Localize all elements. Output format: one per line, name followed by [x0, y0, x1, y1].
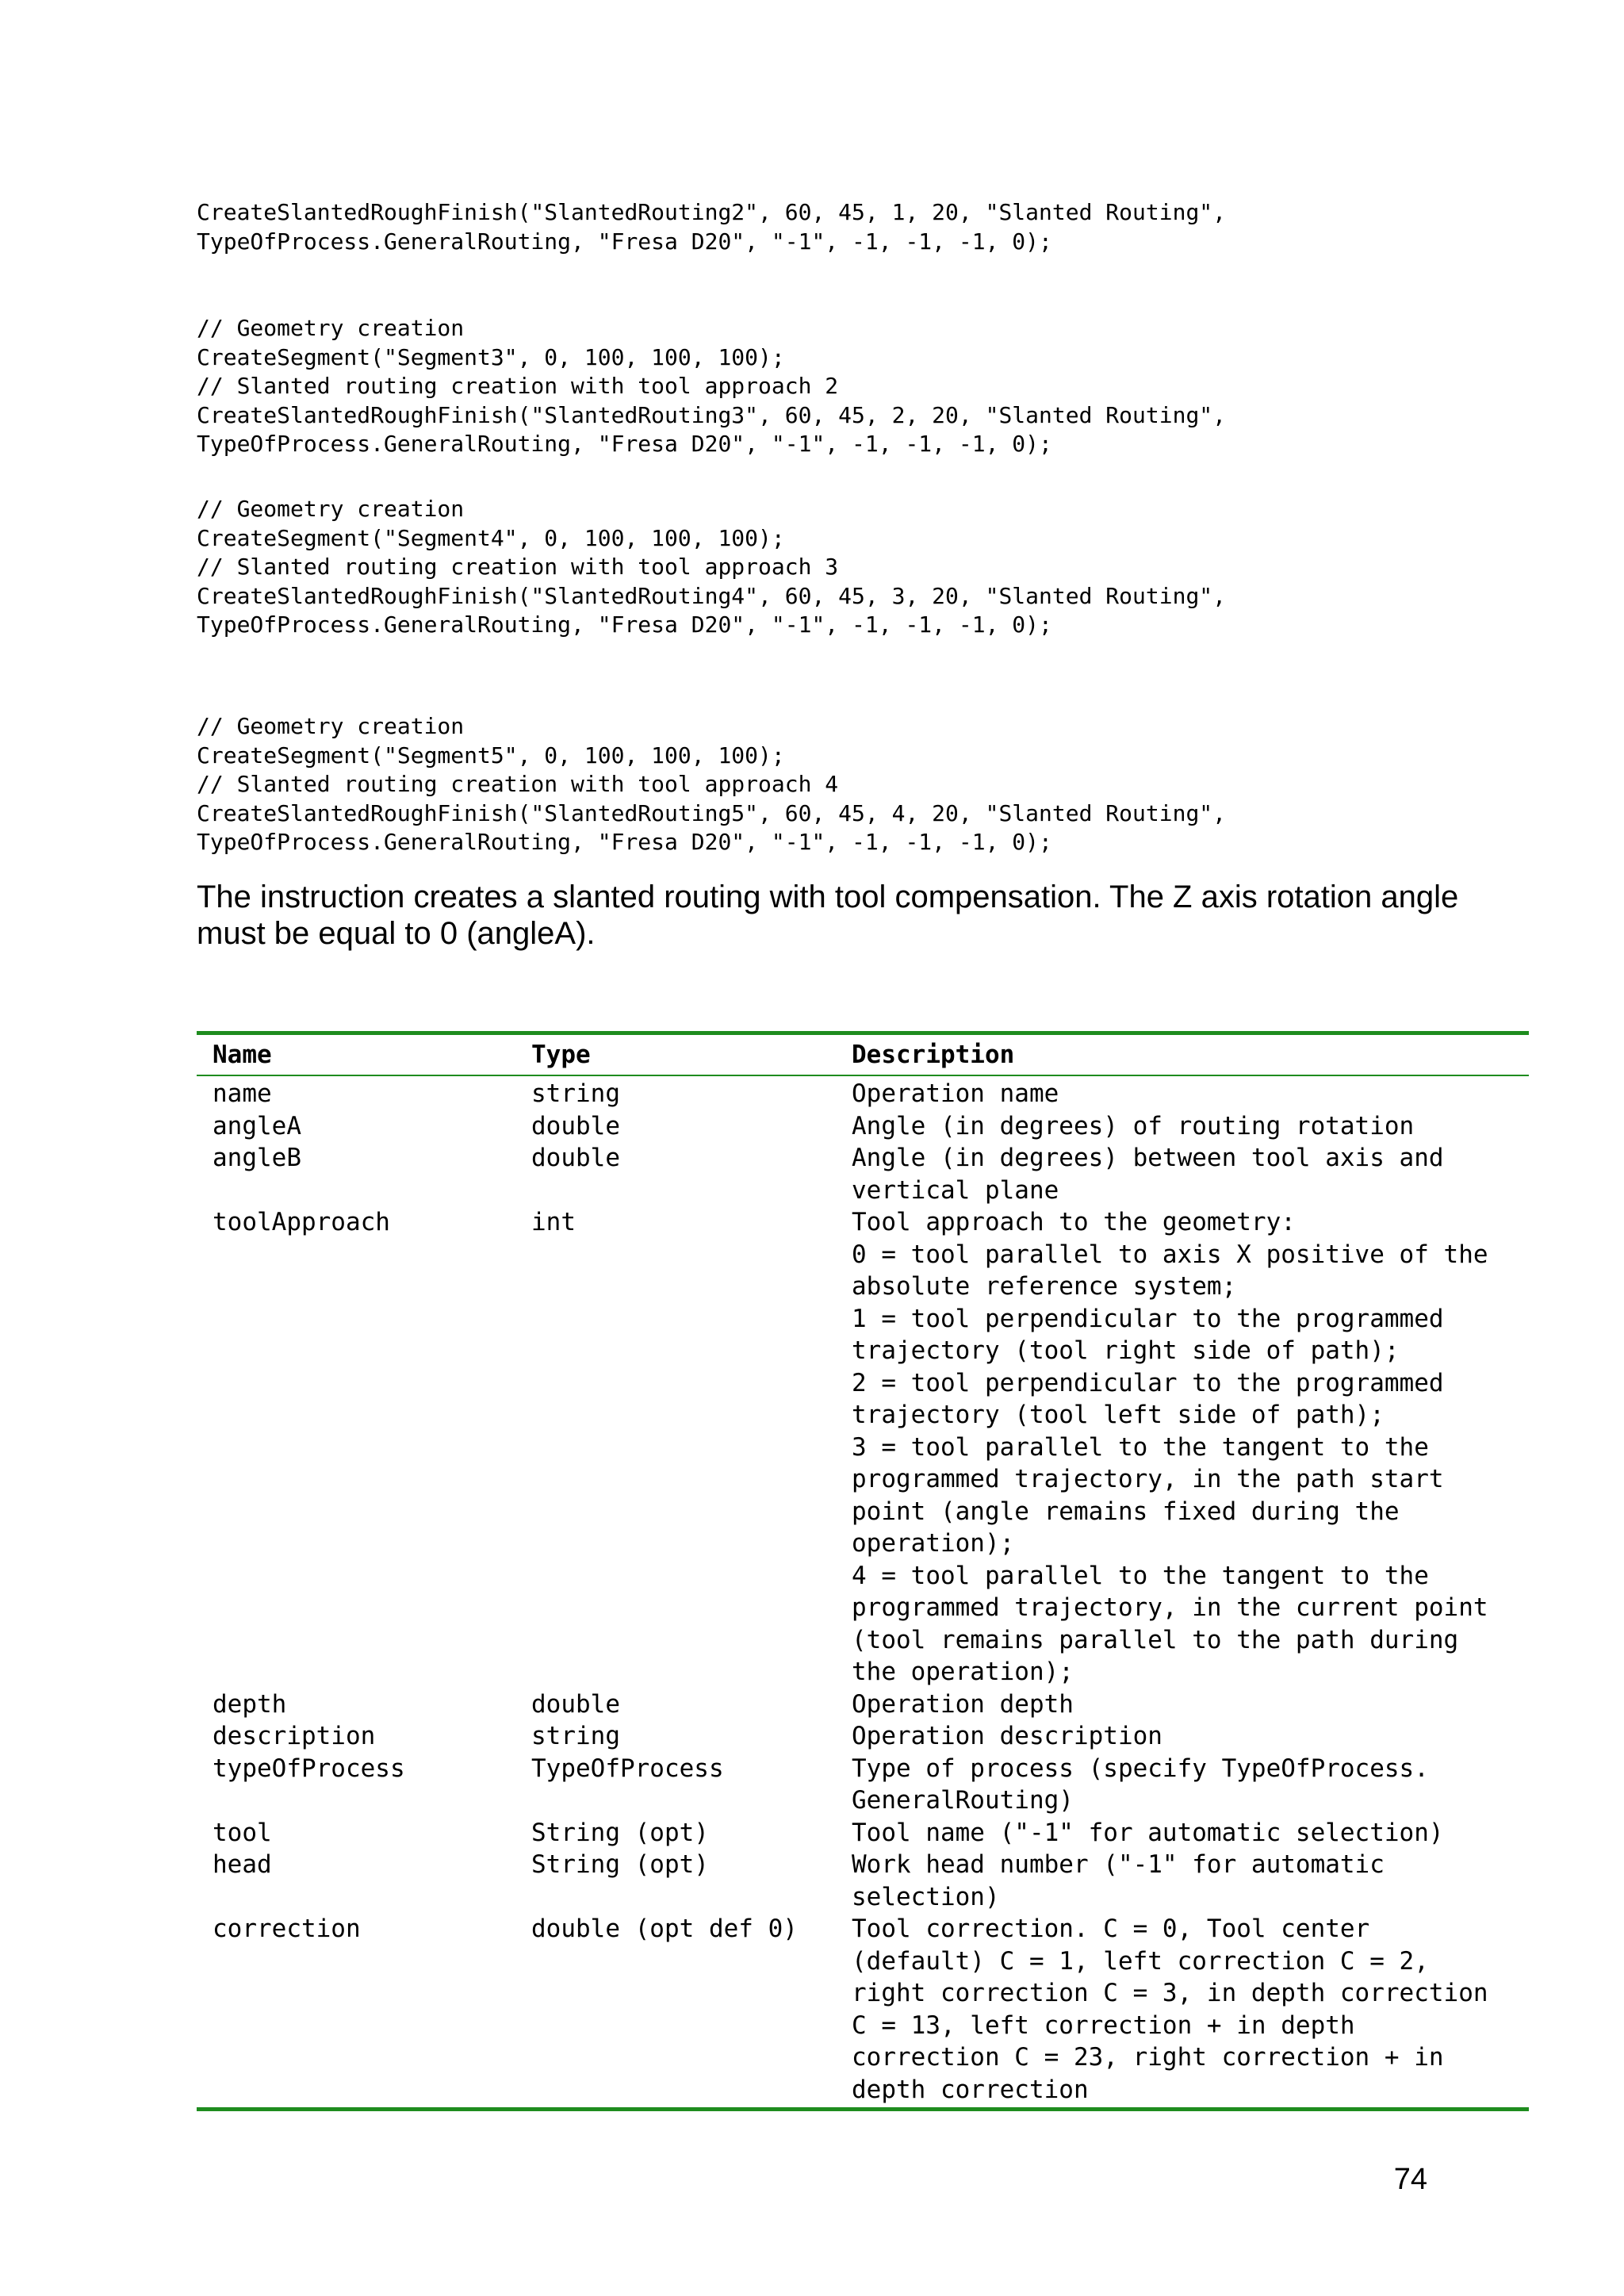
code-block-2 — [197, 314, 1226, 459]
description-line: operation); — [852, 1529, 1015, 1558]
param-name: toolApproach — [213, 1208, 390, 1236]
code-line: TypeOfProcess.GeneralRouting, "Fresa D20", "-1", -1, -1, -1, 0); — [197, 228, 1052, 255]
param-type: String (opt) — [531, 1850, 709, 1879]
table-row — [197, 1142, 1529, 1206]
param-type: double — [531, 1689, 620, 1719]
parameters-table — [197, 1031, 1529, 2111]
code-block-1 — [197, 198, 1226, 256]
param-type: int — [531, 1208, 576, 1236]
param-name: head — [213, 1850, 272, 1879]
description-line: programmed trajectory, in the current point — [852, 1593, 1488, 1622]
code-block-4 — [197, 712, 1226, 857]
code-line: CreateSegment("Segment4", 0, 100, 100, 100); — [197, 524, 785, 551]
code-line: // Slanted routing creation with tool approach 4 — [197, 771, 839, 797]
code-line: CreateSlantedRoughFinish("SlantedRouting5", 60, 45, 4, 20, "Slanted Routing", — [197, 799, 1227, 826]
code-line: // Geometry creation — [197, 496, 465, 522]
param-name: correction — [213, 1915, 361, 1943]
description-line: Angle (in degrees) of routing rotation — [852, 1111, 1415, 1140]
table-row — [197, 1110, 1529, 1143]
param-type: string — [531, 1722, 620, 1750]
table-row — [197, 1849, 1529, 1913]
code-line: CreateSegment("Segment5", 0, 100, 100, 100); — [197, 742, 785, 769]
code-line: // Geometry creation — [197, 315, 465, 341]
description-line: trajectory (tool right side of path); — [852, 1336, 1400, 1365]
code-line: CreateSlantedRoughFinish("SlantedRouting4", 60, 45, 3, 20, "Slanted Routing", — [197, 582, 1227, 609]
description-line: Tool correction. C = 0, Tool center — [852, 1915, 1370, 1943]
param-description — [852, 1720, 1529, 1753]
description-line: C = 13, left correction + in depth — [852, 2010, 1355, 2040]
page-number: 74 — [1393, 2163, 1427, 2196]
description-line: 2 = tool perpendicular to the programmed — [852, 1368, 1444, 1397]
code-line: CreateSlantedRoughFinish("SlantedRouting3", 60, 45, 2, 20, "Slanted Routing", — [197, 401, 1227, 428]
table-row — [197, 1206, 1529, 1688]
param-name: angleB — [213, 1144, 301, 1172]
table-row — [197, 1817, 1529, 1849]
param-description — [852, 1688, 1529, 1721]
param-description — [852, 1817, 1529, 1849]
param-name: tool — [213, 1818, 272, 1847]
description-line: absolute reference system; — [852, 1272, 1237, 1301]
description-line: Work head number ("-1" for automatic — [852, 1850, 1385, 1879]
description-line: selection) — [852, 1882, 1000, 1911]
param-description — [852, 1078, 1529, 1110]
description-line: point (angle remains fixed during the — [852, 1497, 1400, 1526]
param-type: double — [531, 1144, 620, 1172]
table-row — [197, 1078, 1529, 1110]
description-line: GeneralRouting) — [852, 1786, 1074, 1815]
table-row — [197, 1720, 1529, 1753]
param-name: angleA — [213, 1111, 301, 1140]
description-line: 4 = tool parallel to the tangent to the — [852, 1561, 1429, 1590]
description-line: the operation); — [852, 1658, 1074, 1686]
description-line: Operation depth — [852, 1689, 1074, 1719]
code-block-3 — [197, 495, 1226, 640]
param-type: double (opt def 0) — [531, 1915, 798, 1943]
header-description: Description — [852, 1040, 1015, 1069]
description-line: correction C = 23, right correction + in — [852, 2043, 1444, 2072]
header-type: Type — [531, 1040, 591, 1069]
code-line: TypeOfProcess.GeneralRouting, "Fresa D20", "-1", -1, -1, -1, 0); — [197, 829, 1052, 855]
param-type: double — [531, 1111, 620, 1140]
code-line: CreateSegment("Segment3", 0, 100, 100, 100); — [197, 343, 785, 370]
description-line: Tool approach to the geometry: — [852, 1208, 1296, 1236]
param-type: string — [531, 1079, 620, 1108]
param-description — [852, 1753, 1529, 1817]
code-line: TypeOfProcess.GeneralRouting, "Fresa D20", "-1", -1, -1, -1, 0); — [197, 611, 1052, 638]
description-line: trajectory (tool left side of path); — [852, 1401, 1385, 1429]
description-line: depth correction — [852, 2075, 1089, 2104]
param-type: TypeOfProcess — [531, 1754, 724, 1783]
table-row — [197, 1913, 1529, 2106]
param-name: description — [213, 1722, 376, 1750]
param-description — [852, 1110, 1529, 1143]
parameters-table-body — [197, 1076, 1529, 2107]
param-description — [852, 1849, 1529, 1913]
description-line: Type of process (specify TypeOfProcess. — [852, 1754, 1429, 1783]
param-name: depth — [213, 1689, 287, 1719]
description-line: 3 = tool parallel to the tangent to the — [852, 1432, 1429, 1462]
header-name: Name — [213, 1040, 272, 1069]
description-line: programmed trajectory, in the path start — [852, 1465, 1444, 1493]
description-line: right correction C = 3, in depth correction — [852, 1979, 1488, 2007]
param-name: name — [213, 1079, 272, 1108]
code-line: // Slanted routing creation with tool approach 2 — [197, 373, 839, 399]
description-line: 0 = tool parallel to axis X positive of the — [852, 1240, 1488, 1269]
parameters-table-header — [197, 1035, 1529, 1076]
code-line: // Slanted routing creation with tool approach 3 — [197, 554, 839, 580]
description-line: (tool remains parallel to the path during — [852, 1625, 1459, 1654]
description-line: (default) C = 1, left correction C = 2, — [852, 1946, 1429, 1976]
code-line: // Geometry creation — [197, 713, 465, 739]
description-line: 1 = tool perpendicular to the programmed — [852, 1304, 1444, 1333]
param-description — [852, 1913, 1529, 2106]
table-row — [197, 1688, 1529, 1721]
description-line: Angle (in degrees) between tool axis and — [852, 1144, 1444, 1172]
param-type: String (opt) — [531, 1818, 709, 1847]
instruction-description: The instruction creates a slanted routing with tool compensation. The Z axis rotation angle must be equal to 0 (angleA). — [197, 880, 1459, 951]
description-line: Tool name ("-1" for automatic selection) — [852, 1818, 1444, 1847]
param-description — [852, 1206, 1529, 1688]
param-name: typeOfProcess — [213, 1754, 405, 1783]
description-line: vertical plane — [852, 1175, 1059, 1205]
code-line: TypeOfProcess.GeneralRouting, "Fresa D20", "-1", -1, -1, -1, 0); — [197, 431, 1052, 457]
code-line: CreateSlantedRoughFinish("SlantedRouting2", 60, 45, 1, 20, "Slanted Routing", — [197, 199, 1227, 225]
description-line: Operation name — [852, 1079, 1059, 1108]
table-row — [197, 1753, 1529, 1817]
description-line: Operation description — [852, 1722, 1162, 1750]
param-description — [852, 1142, 1529, 1206]
